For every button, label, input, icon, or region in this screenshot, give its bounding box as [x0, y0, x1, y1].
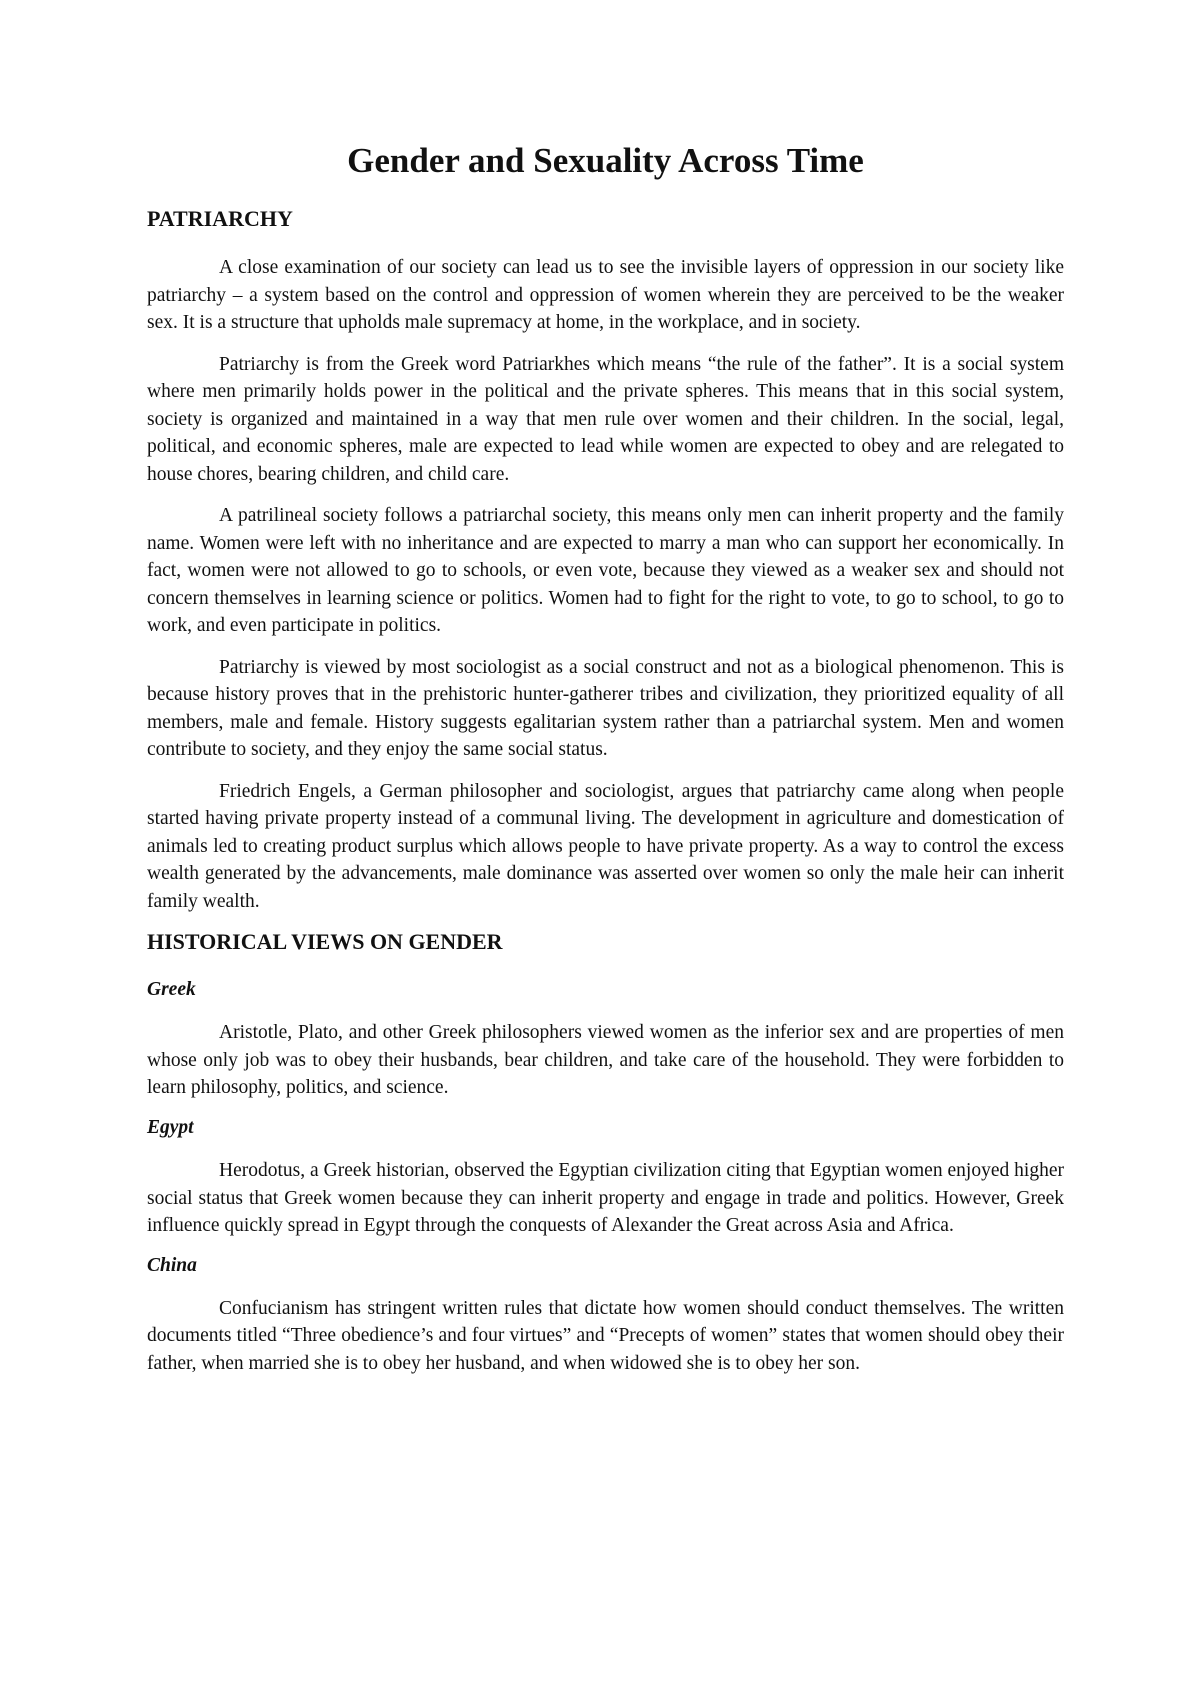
document-title: Gender and Sexuality Across Time	[347, 141, 864, 180]
section-heading-patriarchy: PATRIARCHY	[147, 206, 293, 231]
document-page	[147, 140, 1064, 1391]
subheading-china: China	[147, 1254, 197, 1276]
paragraph: Patriarchy is from the Greek word Patriarkhes which means “the rule of the father”. It is a social system where men primarily holds power in the political and the private spheres. This means that in this social system, society is organized and maintained in a way that men rule over women and their children. In the social, legal, political, and economic spheres, male are expected to lead while women are expected to obey and are relegated to house chores, bearing children, and child care.	[147, 353, 1064, 485]
paragraph: A patrilineal society follows a patriarchal society, this means only men can inherit property and the family name. Women were left with no inheritance and are expected to marry a man who can support her economically. In fact, women were not allowed to go to schools, or even vote, because they viewed as a weaker sex and should not concern themselves in learning science or politics. Women had to fight for the right to vote, to go to school, to go to work, and even participate in politics.	[147, 505, 1064, 637]
paragraph-greek: Aristotle, Plato, and other Greek philosophers viewed women as the inferior sex and are properties of men whose only job was to obey their husbands, bear children, and take care of the household. They were forbidden to learn philosophy, politics, and science.	[147, 1022, 1064, 1099]
paragraph: Friedrich Engels, a German philosopher and sociologist, argues that patriarchy came along when people started having private property instead of a communal living. The development in agriculture and domestication of animals led to creating product surplus which allows people to have private property. As a way to control the excess wealth generated by the advancements, male dominance was asserted over women so only the male heir can inherit family wealth.	[147, 780, 1064, 912]
paragraph-china: Confucianism has stringent written rules that dictate how women should conduct themselves. The written documents titled “Three obedience’s and four virtues” and “Precepts of women” states that women should obey their father, when married she is to obey her husband, and when widowed she is to obey her son.	[147, 1297, 1064, 1374]
section-patriarchy	[147, 206, 1064, 915]
paragraph-egypt: Herodotus, a Greek historian, observed the Egyptian civilization citing that Egyptian women enjoyed higher social status that Greek women because they can inherit property and engage in trade and politics. However, Greek influence quickly spread in Egypt through the conquests of Alexander the Great across Asia and Africa.	[147, 1160, 1064, 1237]
subheading-egypt: Egypt	[147, 1116, 194, 1138]
section-historical-views	[147, 929, 1064, 1377]
paragraph: Patriarchy is viewed by most sociologist as a social construct and not as a biological phenomenon. This is because history proves that in the prehistoric hunter-gatherer tribes and civilization, they prioritized equality of all members, male and female. History suggests egalitarian system rather than a patriarchal system. Men and women contribute to society, and they enjoy the same social status.	[147, 656, 1064, 761]
subheading-greek: Greek	[147, 978, 196, 1000]
section-heading-historical-views: HISTORICAL VIEWS ON GENDER	[147, 929, 503, 955]
paragraph: A close examination of our society can lead us to see the invisible layers of oppression in our society like patriarchy – a system based on the control and oppression of women wherein they are perceived to be the weaker sex. It is a structure that upholds male supremacy at home, in the workplace, and in society.	[147, 257, 1064, 334]
